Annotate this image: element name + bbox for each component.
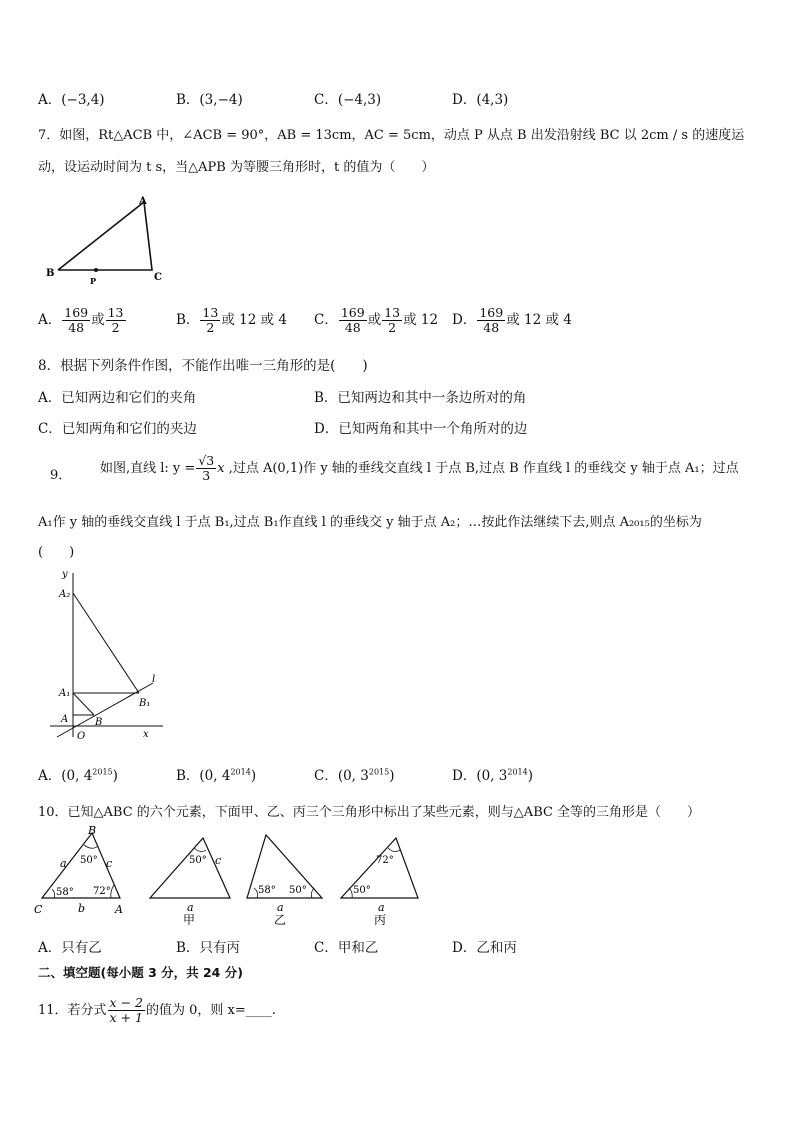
q7-stem-line1: 7．如图，Rt△ACB 中，∠ACB = 90°，AB = 13cm，AC = 5cm，动点 P 从点 B 出发沿射线 BC 以 2cm / s 的速度运: [38, 128, 745, 143]
q8-option-a: A．已知两边和它们的夹角: [38, 390, 197, 406]
q10-jia-triangle: [150, 838, 230, 898]
q9-label-x: x: [143, 729, 149, 740]
q10-yi-name: 乙: [274, 913, 287, 925]
q7-point-p: [94, 268, 98, 272]
q10-figure-bing: [336, 830, 426, 925]
q10-bing-angle-72: 72°: [376, 855, 394, 866]
q10-option-a: A．只有乙: [38, 940, 102, 956]
q7-option-d: D． $\frac{169}{48}$ 或 12 或 4: [452, 305, 572, 335]
q7-figure: [40, 192, 170, 287]
q9-option-a: A．(0, $4^{2015}$): [38, 767, 118, 784]
q7-option-c: C． $\frac{169}{48}$ 或 $\frac{13}{2}$ 或 12: [314, 305, 439, 335]
q7-label-p: P: [90, 276, 97, 286]
q9-line-l: [57, 683, 153, 737]
q9-number: 9．: [50, 468, 72, 483]
q9-label-a2: A₂: [59, 589, 71, 600]
q10-bing-name: 丙: [374, 913, 387, 925]
q7-option-b: B． $\frac{13}{2}$ 或 12 或 4: [176, 305, 287, 335]
q10-option-b: B．只有丙: [176, 940, 240, 956]
q7-label-c: C: [154, 272, 162, 283]
q10-jia-side-a: a: [187, 901, 194, 914]
q9-figure: [45, 565, 175, 745]
q9-stem-line2: A₁作 y 轴的垂线交直线 l 于点 B₁,过点 B₁作直线 l 的垂线交 y 轴于点 A₂；…按此作法继续下去,则点 A₂₀₁₅的坐标为: [38, 515, 702, 530]
q8-stem: 8．根据下列条件作图，不能作出唯一三角形的是( ): [38, 358, 368, 374]
q10-yi-angle-50: 50°: [289, 885, 307, 896]
q8-option-c: C．已知两角和它们的夹边: [38, 421, 197, 437]
q10-figure-yi: [242, 830, 332, 925]
q7-label-a: A: [139, 196, 147, 207]
q11-stem: 11．若分式 $\frac{x - 2}{x + 1}$ 的值为 0，则 x=____.: [38, 995, 276, 1025]
q10-jia-angle: 50°: [189, 855, 207, 866]
q7-option-a: A． $\frac{169}{48}$ 或 $\frac{13}{2}$: [38, 305, 124, 335]
q10-abc-side-a: a: [60, 857, 67, 870]
q9-label-o: O: [77, 731, 86, 742]
q9-label-b1: B₁: [139, 698, 151, 709]
q10-yi-side-a: a: [277, 901, 284, 914]
q9-label-b: B: [95, 717, 103, 728]
q8-option-b: B．已知两边和其中一条边所对的角: [314, 390, 527, 406]
q9-segment-b1a2: [73, 593, 139, 693]
q9-option-c: C．(0, $3^{2015}$): [314, 767, 395, 784]
q9-stem-line3: ( ): [38, 545, 75, 560]
q10-jia-name: 甲: [183, 913, 196, 925]
q8-option-d: D．已知两角和其中一个角所对的边: [314, 421, 528, 437]
q9-option-b: B．(0, $4^{2014}$): [176, 767, 257, 784]
q9-label-a1: A₁: [59, 688, 71, 699]
q10-figure-jia: [145, 830, 240, 925]
q10-option-c: C．甲和乙: [314, 940, 379, 956]
q7-label-b: B: [46, 268, 55, 279]
q10-bing-angle-50: 50°: [353, 885, 371, 896]
q10-figure-abc: [32, 823, 132, 918]
section-fill-in-title: 二、填空题(每小题 3 分，共 24 分): [38, 965, 243, 980]
q9-stem-line1: 如图,直线 l: y = $\frac{√3}{3}$ x ,过点 A(0,1)作 y 轴的垂线交直线 l 于点 B,过点 B 作直线 l 的垂线交 y 轴于点 A₁；过点: [100, 453, 739, 483]
q10-abc-angle-b: 50°: [80, 855, 98, 866]
q6-option-a: A．(−3,4): [38, 92, 105, 108]
q9-label-y: y: [62, 569, 68, 580]
q10-jia-side-c: c: [215, 854, 222, 867]
q6-option-d: D．(4,3): [452, 92, 509, 108]
q10-abc-side-b: b: [78, 902, 86, 915]
q7-stem-line2: 动，设运动时间为 t s，当△APB 为等腰三角形时，t 的值为（ ）: [38, 160, 435, 175]
q10-abc-label-c: C: [34, 903, 43, 916]
q10-stem: 10．已知△ABC 的六个元素，下面甲、乙、丙三个三角形中标出了某些元素，则与△ABC 全等的三角形是（ ）: [38, 805, 701, 820]
q10-abc-label-b: B: [88, 824, 97, 837]
q10-bing-side-a: a: [378, 901, 385, 914]
q10-abc-label-a: A: [115, 903, 123, 916]
q10-yi-angle-58: 58°: [258, 885, 276, 896]
q10-option-d: D．乙和丙: [452, 940, 517, 956]
q10-abc-angle-a: 72°: [93, 886, 111, 897]
q7-triangle: [58, 202, 152, 270]
q10-abc-side-c: c: [106, 857, 113, 870]
q9-option-d: D．(0, $3^{2014}$): [452, 767, 533, 784]
q9-label-l: l: [152, 674, 156, 685]
q9-segment-ba1: [73, 693, 94, 715]
q6-option-b: B．(3,−4): [176, 92, 243, 108]
q9-label-a: A: [61, 714, 69, 725]
q10-abc-angle-c: 58°: [56, 887, 74, 898]
q6-option-c: C．(−4,3): [314, 92, 382, 108]
